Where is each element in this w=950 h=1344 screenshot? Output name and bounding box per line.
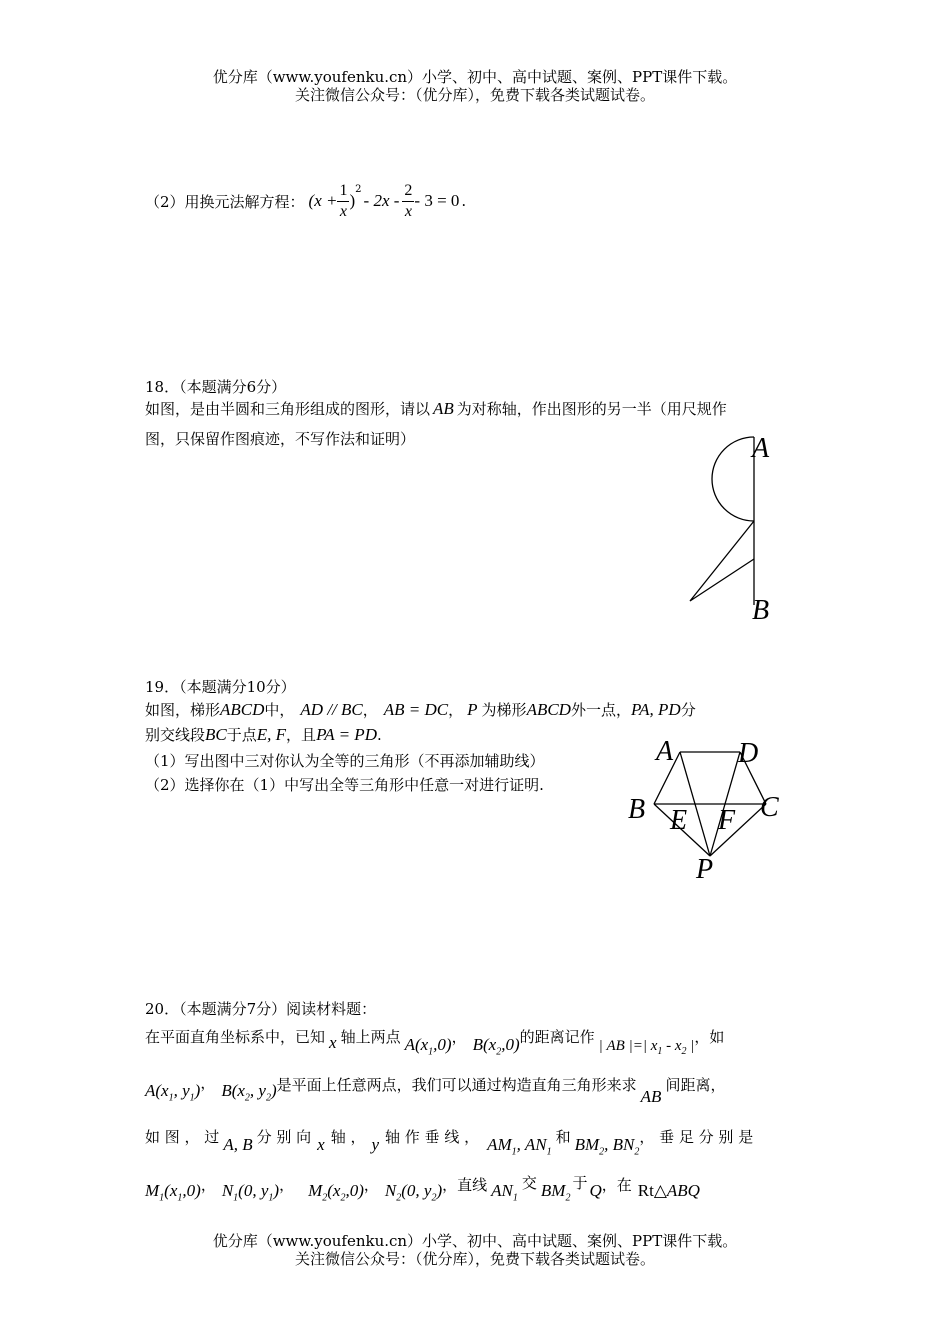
q20-r1-dist-s2: 2 — [681, 1046, 687, 1057]
q17-eq-rest: - 2x - — [363, 191, 400, 210]
q20-r4d: ，直线 — [442, 1176, 488, 1194]
q18-text1b: 为对称轴，作出图形的另一半（用尺规作 — [456, 400, 727, 418]
q20-r3-an: , AN — [516, 1135, 547, 1154]
q18-label-b: B — [752, 595, 770, 626]
q19-l2-eq: PA = PD — [316, 725, 377, 744]
q20-r1-a-end: ,0) — [433, 1035, 452, 1054]
q19-l1-p: P — [467, 700, 478, 719]
q20-r2-b-s2: 2 — [265, 1092, 271, 1104]
q18-semicircle — [712, 437, 754, 521]
q20-row-3 — [145, 1126, 754, 1158]
q20-r3e: 和 — [555, 1128, 571, 1146]
q20-r4-n2-close: ) — [436, 1181, 443, 1200]
q20-r2a: ， — [200, 1074, 216, 1092]
q20-r3d: 轴 作 垂 线 ， — [385, 1128, 480, 1146]
q17-frac1-den: x — [339, 202, 348, 220]
q20-r2-a-text: A(x — [145, 1081, 169, 1100]
q20-r4c: ， — [363, 1176, 379, 1194]
q20-r1-b-sub: 2 — [496, 1046, 502, 1058]
q17-eq-open: (x + — [308, 191, 338, 210]
q20-r4-bm-s: 2 — [565, 1192, 571, 1204]
q20-r4b: ， — [279, 1176, 295, 1194]
q18-label-a: A — [752, 433, 770, 464]
q19-l1g: 分 — [680, 701, 696, 719]
q20-r4-rt: Rt△ — [637, 1181, 667, 1200]
q20-r4-bm-text: BM — [540, 1181, 566, 1200]
q20-r2-b-text: B(x — [221, 1081, 245, 1100]
q20-r4-an-s: 1 — [512, 1192, 518, 1204]
q19-l1c: ， — [362, 701, 378, 719]
q19-l1-par: AD // BC — [300, 700, 363, 719]
q18-text-line-2: 图，只保留作图痕迹，不写作法和证明） — [145, 430, 416, 448]
q19-l2b: 于点 — [226, 726, 257, 744]
q20-r4-n2-y: 2 — [431, 1192, 437, 1204]
q20-r3-am: AM — [487, 1135, 512, 1154]
q20-r4-n2-s: 2 — [396, 1192, 402, 1204]
q17-eq-mid: ) — [349, 191, 356, 210]
q20-r3-bn: , BN — [604, 1135, 635, 1154]
footer-line-2: 关注微信公众号：（优分库），免费下载各类试题试卷。 — [294, 1250, 655, 1268]
q20-r1b: 轴上两点 — [340, 1028, 401, 1046]
q20-r1e: ，如 — [694, 1028, 725, 1046]
q20-r3b: 分 别 向 — [256, 1128, 312, 1146]
q17-eq-end: - 3 = 0 — [414, 191, 460, 210]
q20-r2-a-s1: 1 — [168, 1092, 174, 1104]
q20-r4-m2-text: M — [308, 1181, 323, 1200]
q17-frac2-den: x — [404, 202, 412, 220]
q20-r3-x: x — [317, 1135, 325, 1154]
footer-line-1: 优分库（www.youfenku.cn）小学、初中、高中试题、案例、PPT课件下载。 — [212, 1232, 738, 1250]
q20-r2-b-s1: 2 — [244, 1092, 250, 1104]
q20-r4-m1-s: 1 — [159, 1192, 165, 1204]
q20-r1c: ， — [451, 1028, 467, 1046]
q20-r1-x: x — [329, 1033, 337, 1052]
q20-r4-m2-s: 2 — [322, 1192, 328, 1204]
q19-l1b: 中， — [264, 701, 295, 719]
q20-r4-m2-end: ,0) — [345, 1181, 364, 1200]
q20-r2-a-point — [145, 1081, 201, 1104]
q17-frac2-num: 2 — [402, 181, 414, 202]
q18-heading: 18．（本题满分6分） — [145, 378, 287, 396]
q19-part-2: （2）选择你在（1）中写出全等三角形中任意一对进行证明. — [145, 776, 544, 794]
q20-r4-n2-end: (0, y — [401, 1181, 432, 1200]
q19-l2d: . — [376, 726, 382, 744]
q19-l1e: 为梯形 — [481, 701, 527, 719]
q20-r4-m1-a-s: 1 — [177, 1192, 183, 1204]
q20-r1-dist-end: | — [686, 1038, 695, 1054]
q20-r2-a-s2: 1 — [189, 1092, 195, 1104]
q20-r4-bm — [540, 1181, 571, 1204]
q19-label-e: E — [670, 805, 688, 836]
q20-r3a: 如 图 ， 过 — [145, 1128, 220, 1146]
q20-r4-n1 — [221, 1181, 280, 1204]
q20-row-4 — [145, 1174, 700, 1204]
q20-r4-n2-text: N — [384, 1181, 397, 1200]
q19-heading: 19．（本题满分10分） — [145, 678, 296, 696]
q18-text-line-1 — [145, 398, 727, 419]
q20-r4-n1-s: 1 — [233, 1192, 239, 1204]
q17-part2 — [145, 178, 466, 224]
q20-r4g: ，在 — [601, 1176, 632, 1194]
q20-r4-m2-a-s: 2 — [340, 1192, 346, 1204]
q20-r1-b-text: B(x — [472, 1035, 497, 1054]
q20-r1-b-point — [472, 1035, 520, 1058]
q20-r3-ab: A, B — [223, 1135, 253, 1154]
q20-row-2 — [145, 1074, 726, 1106]
q20-r4-m2-a: (x — [327, 1181, 341, 1200]
q20-r4f: 于 — [572, 1174, 588, 1192]
q20-r2-b-mid: , y — [249, 1081, 266, 1100]
q20-r1-dist — [598, 1038, 695, 1057]
q19-l1f: 外一点， — [570, 701, 631, 719]
q20-heading: 20．（本题满分7分）阅读材料题： — [145, 1000, 377, 1018]
q20-r1-a-sub: 1 — [428, 1046, 434, 1058]
q20-r1d: 的距离记作 — [519, 1028, 595, 1046]
q20-row-1 — [145, 1026, 725, 1058]
q20-r2-a-end: ) — [194, 1081, 201, 1100]
q17-frac-2 — [402, 181, 414, 222]
q19-l2-ef: E, F — [256, 725, 287, 744]
q19-l2-bc: BC — [205, 725, 227, 744]
q20-r2b: 是平面上任意两点，我们可以通过构造直角三角形来求 — [276, 1076, 637, 1094]
q20-r4-n2 — [384, 1181, 443, 1204]
q18-text1a: 如图，是由半圆和三角形组成的图形，请以 — [145, 400, 431, 418]
q20-r3c: 轴 ， — [330, 1128, 366, 1146]
q20-r3-an-s: 1 — [546, 1146, 552, 1158]
q20-r1-a-text: A(x — [404, 1035, 429, 1054]
q19-label-d: D — [738, 738, 759, 769]
q20-r3-perp2 — [574, 1135, 640, 1158]
q20-r4-m1-end: ,0) — [182, 1181, 201, 1200]
q17-prefix: （2）用换元法解方程： — [145, 192, 305, 211]
q20-r4-q: Q — [589, 1181, 602, 1200]
q17-period: . — [461, 192, 467, 210]
q20-r4-an — [491, 1181, 518, 1204]
q19-line-1 — [145, 699, 696, 720]
q19-label-p: P — [696, 854, 714, 885]
q19-label-c: C — [760, 792, 779, 823]
q17-sq: 2 — [355, 184, 362, 195]
q19-part-1: （1）写出图中三对你认为全等的三角形（不再添加辅助线） — [145, 752, 545, 770]
q19-figure — [620, 730, 800, 890]
q20-r4-m1-a: (x — [164, 1181, 178, 1200]
q20-r1-dist-s1: 1 — [657, 1046, 663, 1057]
q20-r4a: ， — [200, 1176, 216, 1194]
q19-label-b: B — [628, 794, 646, 825]
q20-r4-n1-y: 1 — [268, 1192, 274, 1204]
q20-r4-m1 — [145, 1181, 201, 1204]
q19-l2a: 别交线段 — [145, 726, 206, 744]
q20-r2-b-end: ) — [270, 1081, 277, 1100]
header-line-2: 关注微信公众号：（优分库），免费下载各类试题试卷。 — [294, 86, 655, 104]
q20-r4-m1-text: M — [145, 1181, 160, 1200]
q20-r2-b-point — [221, 1081, 277, 1104]
q18-triangle — [690, 521, 754, 601]
header-line-1: 优分库（www.youfenku.cn）小学、初中、高中试题、案例、PPT课件下载。 — [212, 68, 738, 86]
q19-l1-papd: PA, PD — [630, 700, 681, 719]
q20-r1-dist-a: | AB |=| x — [598, 1038, 658, 1054]
q20-r4-m2 — [308, 1181, 364, 1204]
q20-r3f: ， 垂 足 分 别 是 — [639, 1128, 754, 1146]
q19-l1-abcd: ABCD — [220, 700, 265, 719]
q20-r1a: 在平面直角坐标系中，已知 — [145, 1028, 326, 1046]
q19-l1d: ， — [448, 701, 464, 719]
q20-r4-an-text: AN — [491, 1181, 513, 1200]
q20-r3-y: y — [371, 1135, 380, 1154]
q20-r2-a-mid: , y — [173, 1081, 190, 1100]
q19-label-f: F — [718, 805, 736, 836]
q18-figure — [680, 425, 800, 635]
q20-r3-bm-s: 2 — [599, 1146, 605, 1158]
q20-r2c: 间距离， — [665, 1076, 726, 1094]
q20-r4-n1-close: ) — [273, 1181, 280, 1200]
q19-l1-eq: AB = DC — [383, 700, 449, 719]
q19-l1-abcd2: ABCD — [526, 700, 571, 719]
q20-r3-am-s: 1 — [511, 1146, 517, 1158]
q17-frac1-num: 1 — [337, 181, 349, 202]
q19-l2c: ，且 — [286, 726, 317, 744]
q19-label-a: A — [656, 736, 674, 767]
q20-r1-a-point — [404, 1035, 452, 1058]
q20-r1-dist-mid: - x — [662, 1038, 682, 1054]
q20-r4-abq: ABQ — [666, 1181, 700, 1200]
q20-r4e: 交 — [521, 1174, 537, 1192]
q19-line-2 — [145, 724, 382, 745]
q17-frac-1 — [337, 181, 349, 222]
q18-ab: AB — [433, 399, 454, 418]
q20-r2-ab: AB — [640, 1087, 662, 1106]
q20-r3-bn-s: 2 — [634, 1146, 640, 1158]
q20-r3-bm: BM — [574, 1135, 600, 1154]
q19-l1a: 如图，梯形 — [145, 701, 221, 719]
q20-r4-n1-end: (0, y — [238, 1181, 269, 1200]
q20-r4-n1-text: N — [221, 1181, 234, 1200]
q20-r1-b-end: ,0) — [501, 1035, 520, 1054]
q20-r3-perp — [487, 1135, 552, 1158]
